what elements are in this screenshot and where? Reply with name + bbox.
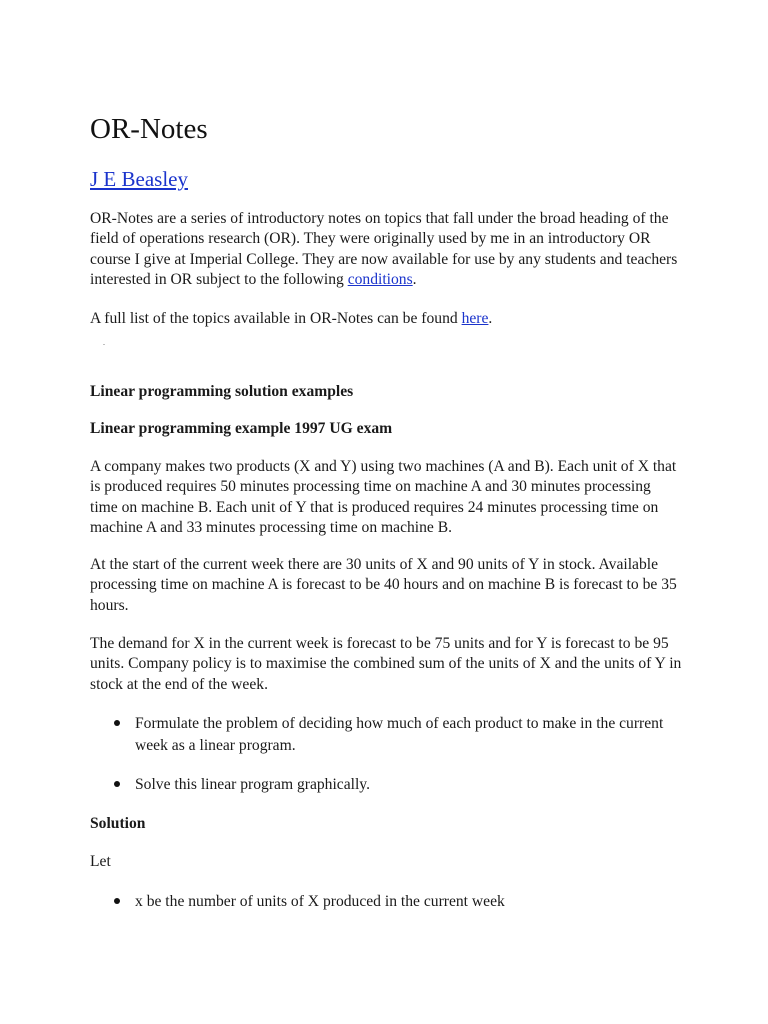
topics-text: A full list of the topics available in OR-Notes can be found xyxy=(90,310,462,327)
bullet-icon xyxy=(114,898,120,904)
intro-paragraph xyxy=(90,209,682,290)
author-line xyxy=(90,165,188,193)
section-heading: Linear programming solution examples xyxy=(90,383,354,400)
problem-paragraph-2: At the start of the current week there are 30 units of X and 90 units of Y in stock. Available processing time on machine A is forecast to be 40 hours and on machine B is forecast to be 35 hours. xyxy=(90,556,677,614)
conditions-link[interactable]: conditions xyxy=(347,270,413,288)
definition-text: x be the number of units of X produced in the current week xyxy=(135,893,505,910)
bullet-icon xyxy=(114,781,120,787)
problem-paragraph-3: The demand for X in the current week is forecast to be 75 units and for Y is forecast to be 95 units. Company policy is to maximise the combined sum of the units of X and the units of Y in stock at the end of the week. xyxy=(90,635,682,693)
author-link[interactable]: J E Beasley xyxy=(90,167,188,191)
bullet-icon xyxy=(114,720,120,726)
page-title: OR-Notes xyxy=(90,113,208,145)
intro-text: OR-Notes are a series of introductory notes on topics that fall under the broad heading of the field of operations research (OR). They were originally used by me in an introductory OR course I give at Imperial College. They are now available for use by any students and teachers interested in OR subject to the following xyxy=(90,210,678,288)
task-text: Solve this linear program graphically. xyxy=(135,776,370,793)
here-link[interactable]: here xyxy=(461,310,489,327)
problem-paragraph-1: A company makes two products (X and Y) using two machines (A and B). Each unit of X that is produced requires 50 minutes processing time on machine A and 30 minutes processing time on machine B. Each unit of Y that is produced requires 24 minutes processing time on machine A and 33 minutes processing time on machine B. xyxy=(90,458,677,536)
stray-mark xyxy=(103,344,105,345)
solution-heading: Solution xyxy=(90,815,146,832)
topics-end: . xyxy=(488,310,493,327)
let-text: Let xyxy=(90,853,111,870)
intro-end: . xyxy=(412,270,417,288)
task-text: Formulate the problem of deciding how much of each product to make in the current week as a linear program. xyxy=(135,715,664,754)
example-heading: Linear programming example 1997 UG exam xyxy=(90,420,393,437)
topics-paragraph xyxy=(90,309,682,329)
